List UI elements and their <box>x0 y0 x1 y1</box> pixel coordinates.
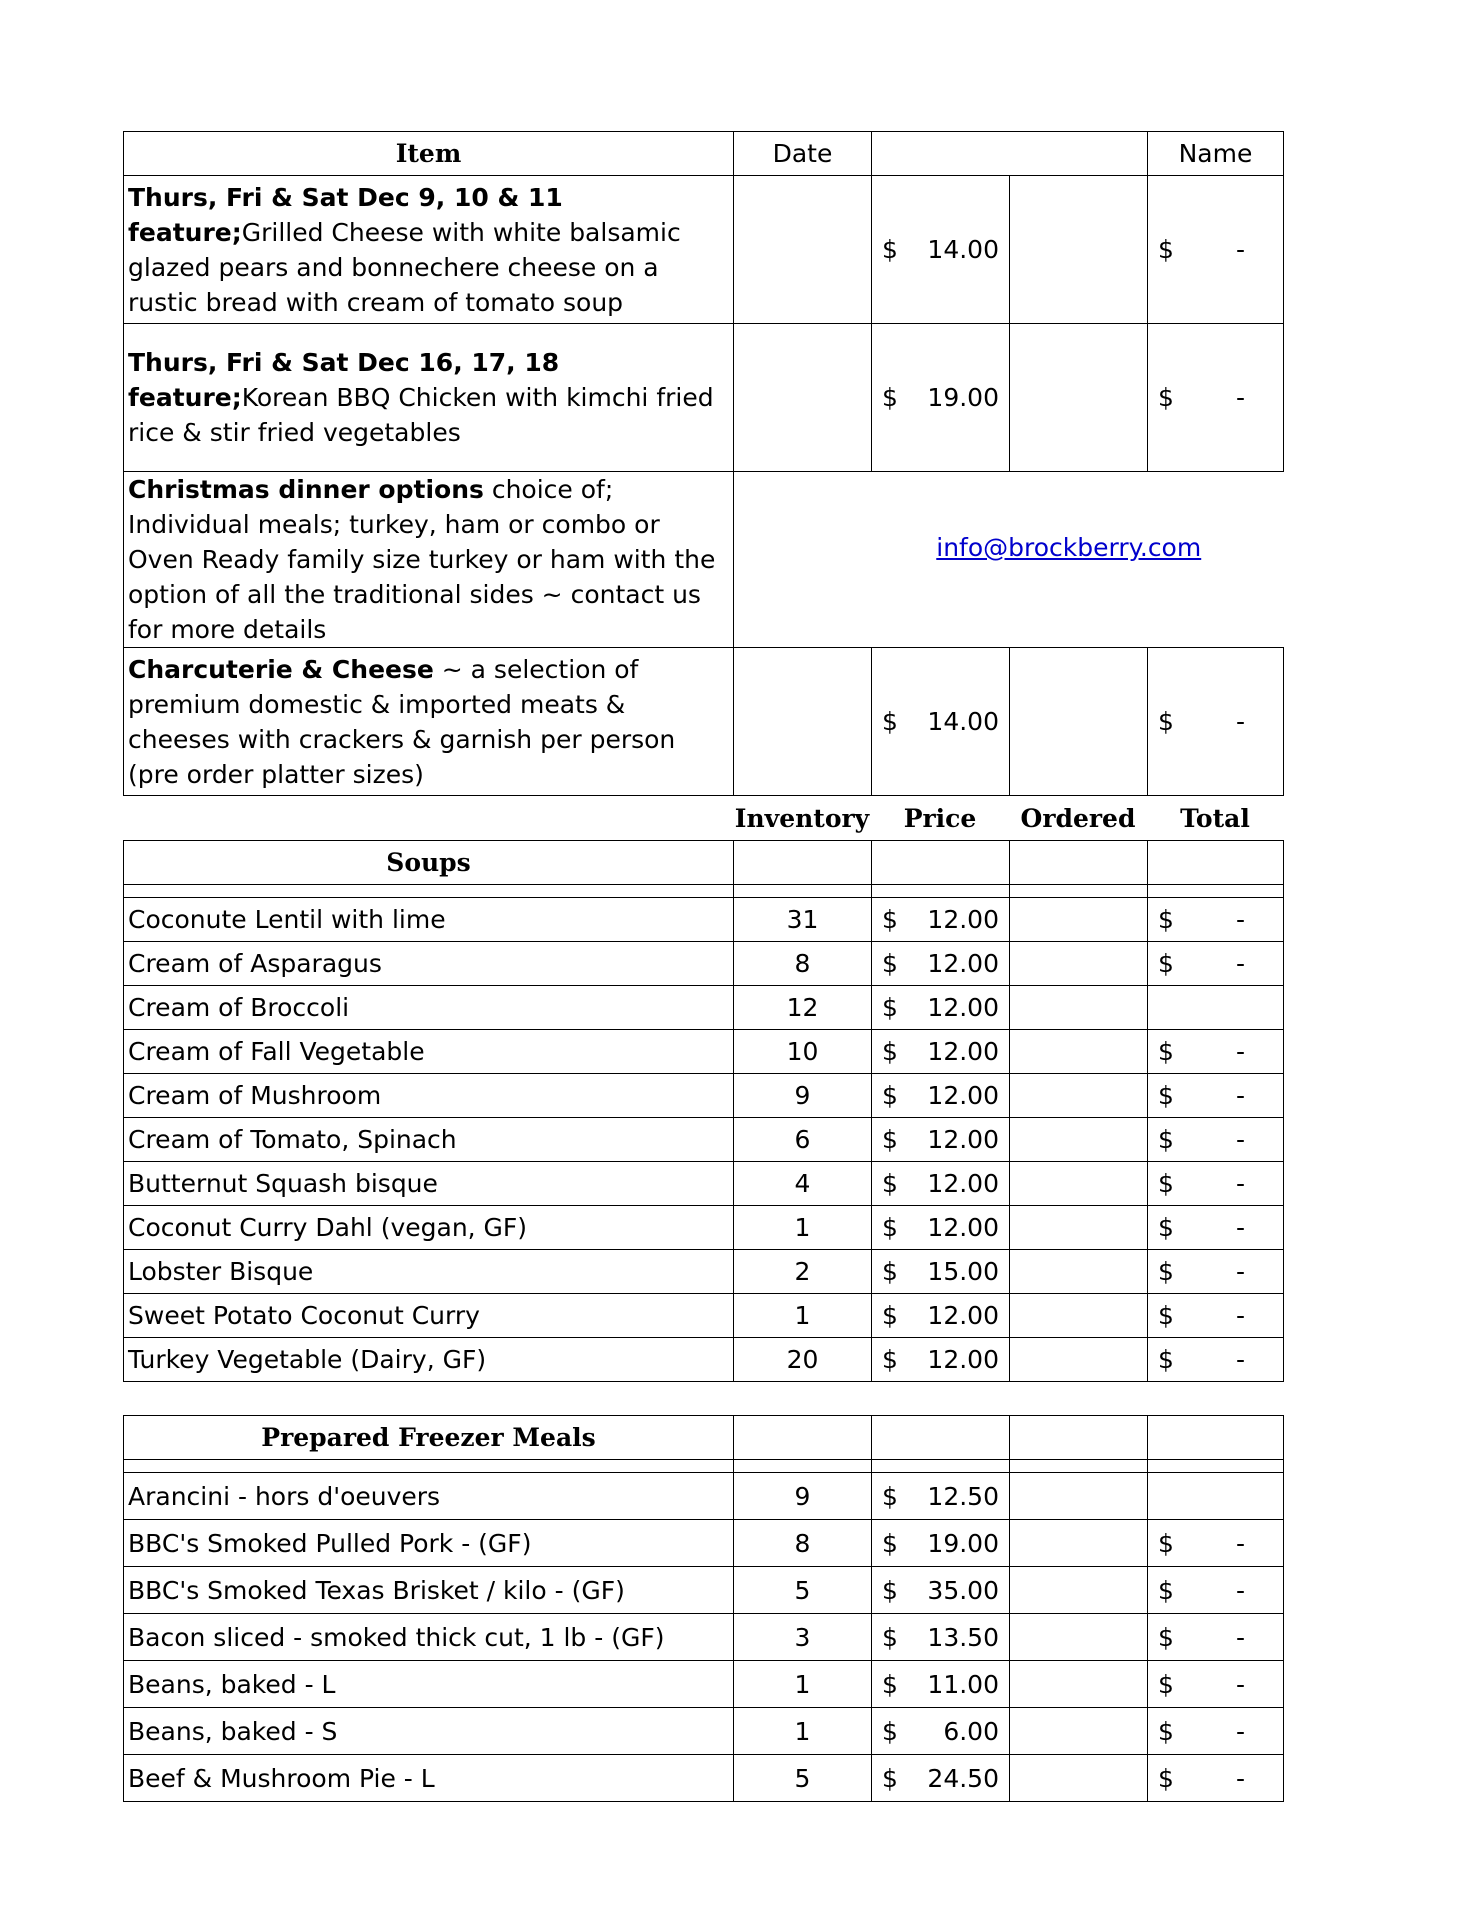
total-currency: $ <box>1158 707 1174 736</box>
blank-cell <box>872 885 1010 898</box>
price: 13.50 <box>927 1622 999 1652</box>
inventory-cell: 1 <box>734 1294 872 1338</box>
ordered-cell[interactable] <box>1010 648 1148 796</box>
currency: $ <box>882 949 898 978</box>
item-name: Coconut Curry Dahl (vegan, GF) <box>124 1206 734 1250</box>
total-header: Total <box>1180 803 1250 833</box>
price: 6.00 <box>943 1716 999 1746</box>
blank-cell <box>872 1416 1010 1460</box>
blank-header <box>872 132 1148 176</box>
inventory-cell: 20 <box>734 1338 872 1382</box>
ordered-cell[interactable] <box>1010 1206 1148 1250</box>
table-row <box>124 1473 1284 1520</box>
blank-cell <box>1148 885 1284 898</box>
ordered-cell[interactable] <box>1010 176 1148 324</box>
blank-cell <box>1148 1416 1284 1460</box>
currency: $ <box>882 1669 898 1699</box>
currency: $ <box>882 993 898 1022</box>
item-name: BBC's Smoked Texas Brisket / kilo - (GF) <box>124 1567 734 1614</box>
item-name: Cream of Asparagus <box>124 942 734 986</box>
total-currency: $ <box>1158 949 1174 978</box>
price-cell <box>872 648 1010 796</box>
ordered-cell[interactable] <box>1010 1567 1148 1614</box>
total-cell <box>1148 1755 1284 1802</box>
feature-row <box>124 176 1284 324</box>
currency: $ <box>882 383 898 412</box>
blank-cell <box>1010 885 1148 898</box>
currency: $ <box>882 1301 898 1330</box>
price: 35.00 <box>927 1575 999 1605</box>
inventory-cell: 1 <box>734 1708 872 1755</box>
price-cell <box>872 1162 1010 1206</box>
header-row <box>124 132 1284 176</box>
feature-description <box>124 324 734 472</box>
price: 12.50 <box>927 1481 999 1511</box>
price: 14.00 <box>927 235 999 264</box>
currency: $ <box>882 1037 898 1066</box>
ordered-cell[interactable] <box>1010 1294 1148 1338</box>
price-cell <box>872 942 1010 986</box>
total-cell <box>1148 1708 1284 1755</box>
total-currency: $ <box>1158 1037 1174 1066</box>
inventory-cell: 5 <box>734 1755 872 1802</box>
total-value: - <box>1235 1716 1245 1746</box>
item-name: Cream of Mushroom <box>124 1074 734 1118</box>
charcuterie-text: ~ a selection of premium domestic & imported meats & cheeses with crackers & garnish per person (pre order platter sizes) <box>128 654 676 789</box>
item-name: Turkey Vegetable (Dairy, GF) <box>124 1338 734 1382</box>
ordered-cell[interactable] <box>1010 1162 1148 1206</box>
inventory-cell: 9 <box>734 1473 872 1520</box>
total-currency: $ <box>1158 1169 1174 1198</box>
total-cell <box>1148 648 1284 796</box>
total-cell <box>1148 1206 1284 1250</box>
item-name: Bacon sliced - smoked thick cut, 1 lb - (GF) <box>124 1614 734 1661</box>
table-row <box>124 986 1284 1030</box>
price: 11.00 <box>927 1669 999 1699</box>
christmas-title: Christmas dinner options <box>128 475 484 504</box>
price: 15.00 <box>927 1257 999 1286</box>
table-row <box>124 1030 1284 1074</box>
price-cell <box>872 898 1010 942</box>
blank-cell <box>124 885 734 898</box>
currency: $ <box>882 1481 898 1511</box>
empty-header <box>123 796 733 840</box>
table-row <box>124 1338 1284 1382</box>
item-header: Item <box>124 132 734 176</box>
inventory-cell: 9 <box>734 1074 872 1118</box>
total-value: - <box>1235 235 1245 264</box>
feature-title: Thurs, Fri & Sat Dec 9, 10 & 11 feature; <box>128 182 563 247</box>
item-name: Coconute Lentil with lime <box>124 898 734 942</box>
total-value: - <box>1235 1125 1245 1154</box>
total-cell <box>1148 176 1284 324</box>
total-cell <box>1148 1614 1284 1661</box>
blank-cell <box>734 1460 872 1473</box>
blank-cell <box>124 1460 734 1473</box>
price-cell <box>872 1030 1010 1074</box>
table-row <box>124 942 1284 986</box>
soups-title: Soups <box>124 841 734 885</box>
total-value: - <box>1235 1575 1245 1605</box>
christmas-row <box>124 472 1284 648</box>
inventory-cell: 31 <box>734 898 872 942</box>
currency: $ <box>882 1622 898 1652</box>
total-value: - <box>1235 1169 1245 1198</box>
total-cell <box>1148 324 1284 472</box>
total-cell <box>1148 942 1284 986</box>
ordered-cell[interactable] <box>1010 986 1148 1030</box>
currency: $ <box>882 1345 898 1374</box>
total-currency: $ <box>1158 1575 1174 1605</box>
total-value: - <box>1235 1257 1245 1286</box>
inventory-cell: 8 <box>734 1520 872 1567</box>
feature-row <box>124 324 1284 472</box>
price: 12.00 <box>927 1037 999 1066</box>
price: 19.00 <box>927 1528 999 1558</box>
total-currency: $ <box>1158 1528 1174 1558</box>
total-value: - <box>1235 1037 1245 1066</box>
order-sheet <box>123 131 1283 1802</box>
currency: $ <box>882 1081 898 1110</box>
blank-cell <box>734 885 872 898</box>
total-currency: $ <box>1158 1716 1174 1746</box>
price-cell <box>872 1473 1010 1520</box>
price-cell <box>872 1614 1010 1661</box>
currency: $ <box>882 905 898 934</box>
ordered-header: Ordered <box>1020 803 1136 833</box>
price: 12.00 <box>927 1169 999 1198</box>
currency: $ <box>882 1125 898 1154</box>
feature-description <box>124 176 734 324</box>
table-row <box>124 1708 1284 1755</box>
total-currency: $ <box>1158 235 1174 264</box>
inventory-cell: 2 <box>734 1250 872 1294</box>
total-value: - <box>1235 1622 1245 1652</box>
item-name: Beef & Mushroom Pie - L <box>124 1755 734 1802</box>
ordered-cell[interactable] <box>1010 324 1148 472</box>
total-currency: $ <box>1158 1257 1174 1286</box>
feature-title: Thurs, Fri & Sat Dec 16, 17, 18 feature; <box>128 348 560 412</box>
blank-cell <box>734 1416 872 1460</box>
blank-cell <box>872 1460 1010 1473</box>
date-header: Date <box>734 132 872 176</box>
total-value: - <box>1235 1763 1245 1793</box>
price: 12.00 <box>927 1081 999 1110</box>
price: 12.00 <box>927 1213 999 1242</box>
blank-cell <box>872 841 1010 885</box>
item-name: Butternut Squash bisque <box>124 1162 734 1206</box>
item-name: Arancini - hors d'oeuvers <box>124 1473 734 1520</box>
ordered-cell[interactable] <box>1010 1250 1148 1294</box>
total-cell <box>1148 1162 1284 1206</box>
total-value: - <box>1235 1528 1245 1558</box>
total-value: - <box>1235 1669 1245 1699</box>
ordered-cell[interactable] <box>1010 1755 1148 1802</box>
price: 19.00 <box>927 383 999 412</box>
table-row <box>124 1074 1284 1118</box>
inventory-cell: 4 <box>734 1162 872 1206</box>
total-currency: $ <box>1158 1125 1174 1154</box>
feature-text: Grilled Cheese with white balsamic glazed pears and bonnechere cheese on a rustic bread with cream of tomato soup <box>128 217 681 317</box>
email-link[interactable]: info@brockberry.com <box>936 533 1202 562</box>
total-cell <box>1148 1567 1284 1614</box>
price-cell <box>872 1118 1010 1162</box>
total-value: - <box>1235 949 1245 978</box>
total-currency: $ <box>1158 1301 1174 1330</box>
inventory-cell: 1 <box>734 1206 872 1250</box>
price-cell <box>872 1206 1010 1250</box>
price-cell <box>872 1567 1010 1614</box>
currency: $ <box>882 1528 898 1558</box>
total-value: - <box>1235 1213 1245 1242</box>
item-name: Cream of Broccoli <box>124 986 734 1030</box>
table-row <box>124 1567 1284 1614</box>
date-cell[interactable] <box>734 648 872 796</box>
blank-cell <box>1148 841 1284 885</box>
total-cell <box>1148 1030 1284 1074</box>
total-cell <box>1148 986 1284 1030</box>
price-cell <box>872 1074 1010 1118</box>
feature-text: Korean BBQ Chicken with kimchi fried rice & stir fried vegetables <box>128 383 714 447</box>
charcuterie-row <box>124 648 1284 796</box>
date-cell[interactable] <box>734 324 872 472</box>
price-cell <box>872 1338 1010 1382</box>
item-name: Sweet Potato Coconut Curry <box>124 1294 734 1338</box>
ordered-cell[interactable] <box>1010 898 1148 942</box>
name-header: Name <box>1148 132 1284 176</box>
currency: $ <box>882 1169 898 1198</box>
total-value: - <box>1235 1081 1245 1110</box>
item-name: Cream of Fall Vegetable <box>124 1030 734 1074</box>
currency: $ <box>882 1575 898 1605</box>
table-row <box>124 1118 1284 1162</box>
inventory-cell: 12 <box>734 986 872 1030</box>
email-cell <box>734 472 1284 648</box>
price-cell <box>872 324 1010 472</box>
price: 12.00 <box>927 1301 999 1330</box>
total-cell <box>1148 1250 1284 1294</box>
total-currency: $ <box>1158 383 1174 412</box>
price-header: Price <box>903 803 977 833</box>
currency: $ <box>882 1716 898 1746</box>
freezer-meals-table <box>123 1415 1284 1802</box>
price-cell <box>872 1250 1010 1294</box>
total-currency: $ <box>1158 1669 1174 1699</box>
item-name: Cream of Tomato, Spinach <box>124 1118 734 1162</box>
christmas-description <box>124 472 734 648</box>
item-name: Beans, baked - S <box>124 1708 734 1755</box>
price-cell <box>872 986 1010 1030</box>
currency: $ <box>882 235 898 264</box>
features-table <box>123 131 1284 796</box>
inventory-cell: 6 <box>734 1118 872 1162</box>
price-cell <box>872 1294 1010 1338</box>
item-name: BBC's Smoked Pulled Pork - (GF) <box>124 1520 734 1567</box>
table-row <box>124 1250 1284 1294</box>
total-value: - <box>1235 905 1245 934</box>
ordered-cell[interactable] <box>1010 1338 1148 1382</box>
table-row <box>124 1614 1284 1661</box>
price-cell <box>872 1520 1010 1567</box>
table-row <box>124 898 1284 942</box>
table-row <box>124 1661 1284 1708</box>
ordered-cell[interactable] <box>1010 1074 1148 1118</box>
date-cell[interactable] <box>734 176 872 324</box>
price: 12.00 <box>927 949 999 978</box>
total-cell <box>1148 1118 1284 1162</box>
inventory-cell: 5 <box>734 1567 872 1614</box>
total-currency: $ <box>1158 1213 1174 1242</box>
total-value: - <box>1235 1345 1245 1374</box>
ordered-cell[interactable] <box>1010 1661 1148 1708</box>
soups-table <box>123 840 1284 1382</box>
table-row <box>124 1162 1284 1206</box>
price: 12.00 <box>927 1125 999 1154</box>
blank-cell <box>1148 1460 1284 1473</box>
table-row <box>124 1520 1284 1567</box>
total-currency: $ <box>1158 1622 1174 1652</box>
ordered-cell[interactable] <box>1010 1614 1148 1661</box>
price: 12.00 <box>927 905 999 934</box>
currency: $ <box>882 707 898 736</box>
charcuterie-title: Charcuterie & Cheese <box>128 654 434 684</box>
total-cell <box>1148 898 1284 942</box>
ordered-cell[interactable] <box>1010 942 1148 986</box>
total-value: - <box>1235 707 1245 736</box>
item-name: Beans, baked - L <box>124 1661 734 1708</box>
charcuterie-description <box>124 648 734 796</box>
total-currency: $ <box>1158 1345 1174 1374</box>
table-row <box>124 1206 1284 1250</box>
ordered-cell[interactable] <box>1010 1473 1148 1520</box>
total-cell <box>1148 1338 1284 1382</box>
total-cell <box>1148 1661 1284 1708</box>
total-cell <box>1148 1473 1284 1520</box>
price-cell <box>872 1661 1010 1708</box>
inventory-cell: 1 <box>734 1661 872 1708</box>
blank-cell <box>1010 1460 1148 1473</box>
total-currency: $ <box>1158 905 1174 934</box>
table-row <box>124 1755 1284 1802</box>
inventory-cell: 8 <box>734 942 872 986</box>
price-cell <box>872 1708 1010 1755</box>
total-currency: $ <box>1158 1081 1174 1110</box>
price-cell <box>872 176 1010 324</box>
ordered-cell[interactable] <box>1010 1030 1148 1074</box>
inventory-header: Inventory <box>734 803 870 833</box>
currency: $ <box>882 1213 898 1242</box>
ordered-cell[interactable] <box>1010 1520 1148 1567</box>
currency: $ <box>882 1763 898 1793</box>
ordered-cell[interactable] <box>1010 1708 1148 1755</box>
freezer-title: Prepared Freezer Meals <box>124 1416 734 1460</box>
total-cell <box>1148 1294 1284 1338</box>
blank-cell <box>1010 1416 1148 1460</box>
blank-cell <box>734 841 872 885</box>
item-name: Lobster Bisque <box>124 1250 734 1294</box>
price: 24.50 <box>927 1763 999 1793</box>
total-cell <box>1148 1074 1284 1118</box>
table-row <box>124 1294 1284 1338</box>
price: 12.00 <box>927 993 999 1022</box>
price: 14.00 <box>927 707 999 736</box>
total-currency: $ <box>1158 1763 1174 1793</box>
blank-cell <box>1010 841 1148 885</box>
ordered-cell[interactable] <box>1010 1118 1148 1162</box>
inventory-cell: 10 <box>734 1030 872 1074</box>
currency: $ <box>882 1257 898 1286</box>
total-value: - <box>1235 383 1245 412</box>
price: 12.00 <box>927 1345 999 1374</box>
column-headers <box>123 796 1283 840</box>
total-cell <box>1148 1520 1284 1567</box>
christmas-text: choice of; Individual meals; turkey, ham or combo or Oven Ready family size turkey or ham with the option of all the traditional sides ~ contact us for more details <box>128 475 716 644</box>
inventory-cell: 3 <box>734 1614 872 1661</box>
total-value: - <box>1235 1301 1245 1330</box>
price-cell <box>872 1755 1010 1802</box>
